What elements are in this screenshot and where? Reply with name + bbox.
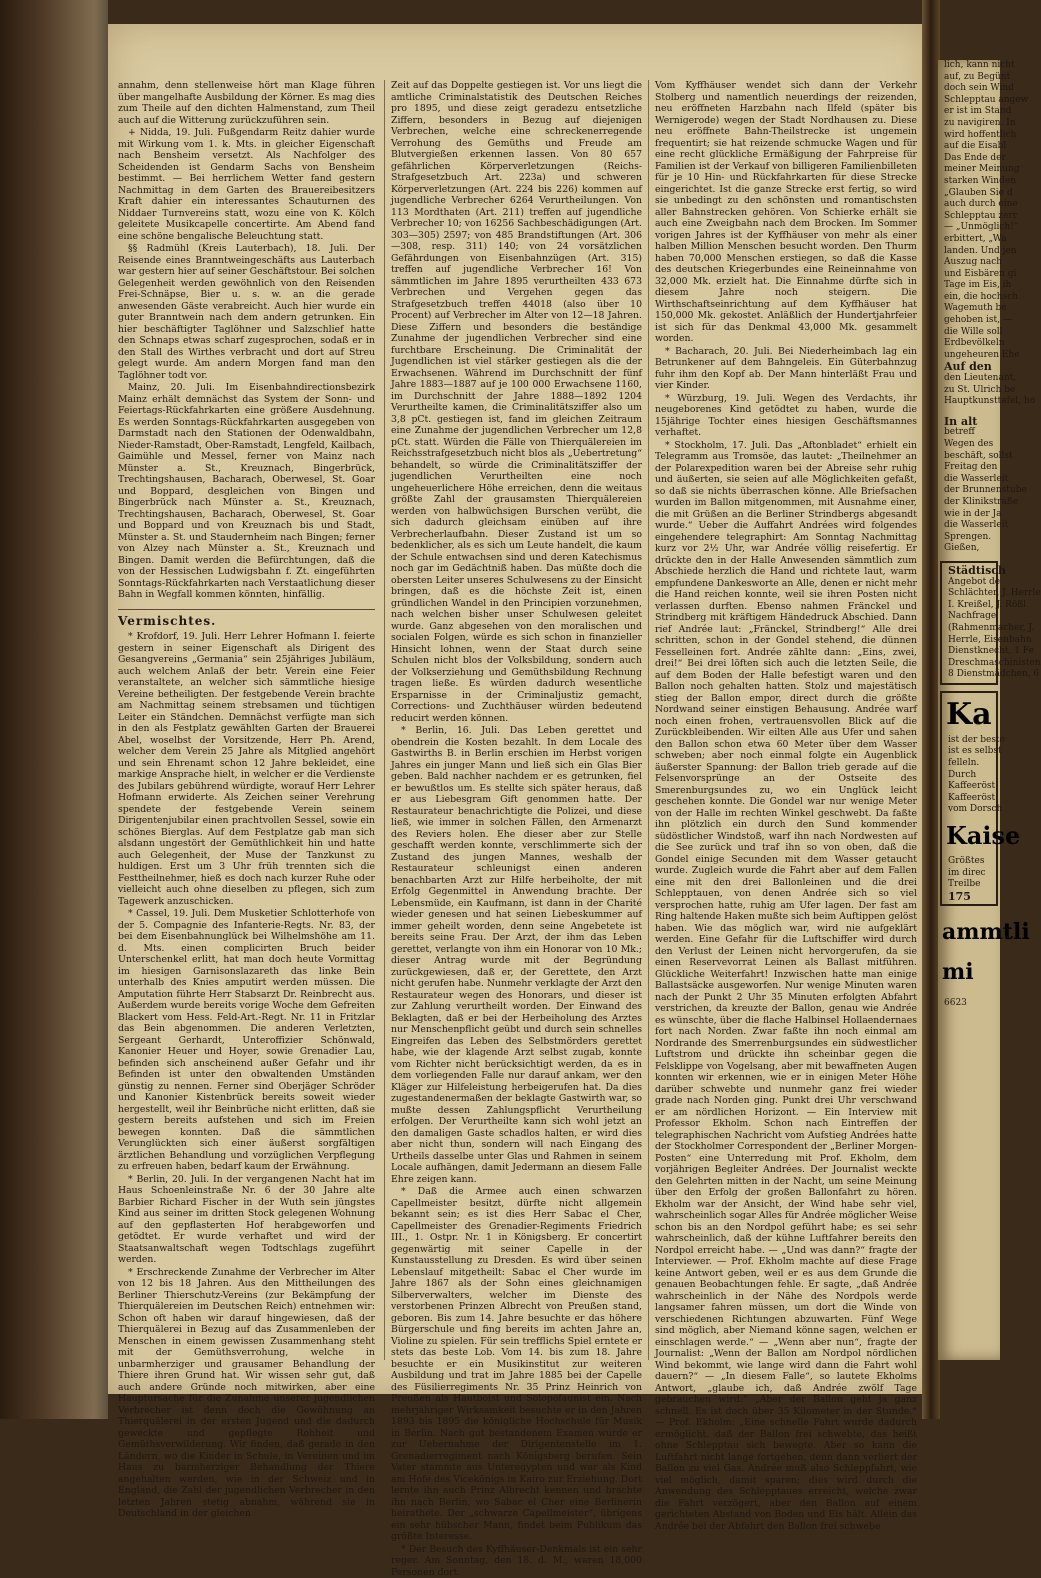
next-page-line: Sprengen.: [938, 532, 1000, 544]
article-paragraph: Zeit auf das Doppelte gestiegen ist. Vor uns liegt die amtliche Criminalstatistik des Deutschen Reiches pro 1895, und diese zeigt geradezu entsetzliche Ziffern, besonders in Bezug auf diejenigen Verbrechen, welche eine schreckenerregende Verrohung des Gemüths und Freude am Blutvergießen erkennen lassen. Von 80 657 gefährlichen Körperverletzungen (Reichs-Strafgesetzbuch Art. 223a) und schweren Körperverletzungen (Art. 224 bis 226) kommen auf jugendliche Verbrecher 6264 Verurtheilungen. Von 113 Mordthaten (Art. 211) treffen auf jugendliche Verbrecher 10; von 16256 Sachbeschädigungen (Art. 303—305) 2597; von 485 Brandstiftungen (Art. 306—308, resp. 311) 140; von 24 vorsätzlichen Gefährdungen von Eisenbahnzügen (Art. 315) treffen auf jugendliche Verbrecher 16! Von sämmtlichen im Jahre 1895 verurtheilten 433 673 Verbrechen und Vergehen gegen das Strafgesetzbuch treffen 44018 (also über 10 Procent) auf Verbrecher im Alter von 12—18 Jahren. Diese Ziffern und besonders die beständige Zunahme der jugendlichen Verbrecher sind eine furchtbare Erscheinung. Die Criminalität der Jugendlichen ist viel stärker gestiegen als die der Erwachsenen. Während im Durchschnitt der fünf Jahre 1883—1887 auf je 100 000 Erwachsene 1160, im Durchschnitt der Jahre 1888—1892 1204 Verurtheilte kamen, die Criminalitätsziffer also um 3,8 pCt. gestiegen ist, fand im gleichen Zeitraum eine Zunahme der jugendlichen Verbrecher um 12,8 pCt. statt. Würden die Fälle von Thierquälereien im Reichsstrafgesetzbuch nicht blos als „Uebertretung“ behandelt, so würde die Criminalitätsziffer der jugendlichen Verurtheilten eine noch ungeheuerlichere Höhe erreichen, denn die weitaus größte Zahl der grausamsten Thierquälereien werden von halbwüchsigen Burschen verübt, die sich dadurch gleichsam einüben auf ihre Verbrecherlaufbahn. Dieser Zustand ist um so bedenklicher, als es sich um Leute handelt, die kaum der Schule entwachsen sind und deren Katechismus noch gar im Gedächtniß haben. Das müßte doch die obersten Leiter unseres Schulwesens zu der Einsicht bringen, daß es die höchste Zeit ist, einen gründlichen Wandel in den Principien vorzunehmen, nach welchen bisher unser Schulwesen geleitet wurde. Ganz abgesehen von den moralischen und socialen Folgen, würde es sich schon in finanzieller Hinsicht lohnen, wenn der Staat durch seine Schulen nicht blos der Volksbildung, sondern auch der Volkserziehung und Gemüthsbildung Rechnung tragen ließe. Es würden dadurch wesentliche Ersparnisse in der Criminaljustiz gemacht, Corrections- und Zuchthäuser würden bedeutend reducirt werden können.: [391, 80, 642, 724]
next-page-line: ein, die hochsch: [938, 292, 1000, 304]
article-stockholm: * Stockholm, 17. Juli. Das „Aftonbladet“ erhielt ein Telegramm aus Tromsöe, das lautet: „Theilnehmer an der Polarexpedition waren bei der Abreise sehr ruhig und äußerten, sie seien auf alle Möglichkeiten gefaßt, so daß sie nichts überraschen könne. Alle Briefsachen wurden im Ballon mitgenommen, mit Ausnahme einer, die mit Grüßen an die Berliner Strindbergs abgesandt wurde.“ Ueber die Auffahrt Andrées wird folgendes eingehendere telegraphirt: Am Sonntag Nachmittag kurz vor 2½ Uhr, war Andrée völlig reisefertig. Er drückte den in der Halle Anwesenden sämmtlich zum Abschiede herzlich die Hand und richtete laut, warm empfundene Dankesworte an Alle, denen er nicht mehr die Hand reichen konnte, weil sie ihren Posten nicht verlassen durften. Ebenso nahmen Fränckel und Strindberg mit kräftigem Händedruck Abschied. Dann rief Andrée laut: „Fränckel, Strindberg!“ Alle drei schritten, schon in der Gondel stehend, die dünnen Fesselleinen fort. Andrée zählte dann: „Eins, zwei, drei!“ Bei drei löften sich auch die letzten Seile, die auf dem Boden der Halle befestigt waren und den Ballon noch gehalten hatten. Stolz und majestätisch stieg der Ballon empor, direct durch die größte Nordwand seiner einstigen Behausung. Andrée warf noch einen frohen, vertrauensvollen Blick auf die Zurückbleibenden. Wir eilten Alle aus Ufer und sahen den Ballon schon etwa 60 Meter über dem Wasser schweben; aber noch einmal folgte ein Augenblick äußerster Spannung: der Ballon trieb gerade auf die Felsenvorsprünge an der Ostseite des Smerenburgsundes zu, wo ein Unglück leicht geschehen konnte. Die Gondel war nur wenige Meter von der Halle im rechten Winkel geschwebt. Da faßte ihn plötzlich ein durch den Sund kommender südöstlicher Windstoß, warf ihn nach Nordwesten auf die See zurück und traf ihn so von oben, daß die Gondel einige Secunden mit dem Wasser getaucht wurde. Zugleich wurde die Fahrt aber auf dem Fallen eine mit den drei Ballonleinen und die drei Schlepptauen, von denen Andrée sich so viel versprochen hatte, ruhig am Ufer lagen. Der fast am Ring haltende Haken mußte sich beim Auftippen gelöst haben. Wie das möglich war, wird nie aufgeklärt werden. Eine Gefahr für die Luftschiffer wird durch den Verlust der Leinen nicht hervorgerufen, da sie einen Reservevorrat Leinen als Ballast mitführen. Glückliche Weiterfahrt! Inzwischen hatte man einige Ballastsäcke ausgeworfen. Nur wenige Minuten waren nach der Punkt 2 Uhr 35 Minuten erfolgten Abfahrt verstrichen, da kreuzte der Ballon, genau wie Andrée es wünschte, über die flache Halbinsel Hollaendernaes fort nach Norden. Zwar faßte ihn noch einmal am Nordrande des Smerrenburgsundes ein südwestlicher Luftstrom und drückte ihn scheinbar gegen die Felsklippe von Vogelsang, aber mit bewaffneten Augen konnten wir erkennen, wie er in einigen Meter Höhe darüber schwebte und nunmehr ganz frei wieder grade nach Norden ging. Punkt drei Uhr verschwand er am nördlichen Horizont. — Ein Interview mit Professor Ekholm. Schon nach Eintreffen der telegraphischen Nachricht vom Aufstieg Andrées hatte der Stockholmer Correspondent der „Berliner Morgen-Posten“ eine Unterredung mit Prof. Ekholm, dem vorjährigen Begleiter Andrées. Der Journalist weckte den Gelehrten mitten in der Nacht, um seine Meinung über den Erfolg der großen Ballonfahrt zu hören. Ekholm war der Ansicht, der Wind habe sehr viel, wahrscheinlich sogar Alles für Andrée möglicher Weise schon bis an den Nordpol geführt habe; es sei sehr wahrscheinlich, daß der kühne Luftfahrer bereits den Nordpol erreicht habe. — „Und was dann?“ fragte der Interviewer. — Prof. Ekholm machte auf diese Frage keine Antwort geben, weil er es aus dem Grunde die genauen Beobachtungen fehle. Er sagte, „daß Andrée wahrscheinlich in der Nähe des Nordpols werde langsamer fahren müssen, um dort die Winde von verschiedenen Richtungen abzuwarten. Fünf Wege sind möglich, aber Niemand könne sagen, welchen er einschlagen werde.“ — „Wenn aber nun“, fragte der Journalist: „Wenn der Ballon am Nordpol nördlichen Wind bekommt, wie lange wird dann die Fahrt wohl dauern?“ — „In diesem Falle“, so lautete Ekholms Antwort, „glaube ich, daß Andrée zwölf Tage gebrauchen wird.“ „Aber der Ballon geht ja ganz schnell. Es ist doch über 35 Kilometer in der Stunde.“ — Prof. Ekholm: „Eine schnelle Fahrt wurde dadurch ermöglicht, daß der Ballon frei schwebte, das heißt ohne Schlepptau sich bewegte. Aber so kann die Luftfahrt nicht lange fortgehen, denn dann verliert der Ballon zu viel Gas. Andrée muß also Schleppfahrt, wie viel möglich, damit sparen; dies wird durch die Anwendung des Schlepptaues erreicht, welche zwar die Fahrt verzögert, aber den Ballon auf einem gerichteten Abstand von Boden und Eis hält. Allein das Andrée bei der Abfahrt den Ballon frei schwebe: [655, 440, 917, 1533]
next-page-line: Schlepptau angew: [938, 95, 1000, 107]
next-page-line: I. Kreißel, J. Rößl: [942, 600, 996, 612]
next-page-edge: [938, 60, 1000, 1360]
next-page-line: Herrle, Eisenbahn: [942, 635, 996, 647]
article-cassel: * Cassel, 19. Juli. Dem Musketier Schlotterhofe von der 5. Compagnie des Infanterie-Regts. Nr. 83, der bei dem Eisenbahnunglück bei Wilhelmshöhe am 11. d. Mts. einen complicirten Bruch beider Unterschenkel erlitt, hat man doch heute Vormittag im hiesigen Garnisonslazareth das linke Bein unterhalb des Knies amputirt werden müssen. Die Amputation führte Herr Stabsarzt Dr. Reinbrecht aus. Außerdem wurde bereits vorige Woche dem Gefreiten Blackert vom Hess. Feld-Art.-Regt. Nr. 11 in Fritzlar das Bein abgenommen. Die anderen Verletzten, Sergeant Gerhardt, Unteroffizier Schönwald, Kanonier Heuer und Hoyer, sowie Grenadier Lau, befinden sich anscheinend außer Gefahr und ihr Befinden ist unter den obwaltenden Umständen günstig zu nennen. Ferner sind Oberjäger Schröder und Kanonier Kistenbrück bereits soweit wieder hergestellt, weil ihr Beinbrüche nicht erlitten, daß sie gestern bereits aufstehen und sich im Freien bewegen konnten. Daß die sämmtlichen Verunglückten sich einer äußerst sorgfältigen ärztlichen Behandlung und vorzüglichen Verpflegung zu erfreuen haben, bedarf kaum der Erwähnung.: [118, 908, 375, 1173]
next-page-text-mid: [938, 373, 1000, 408]
next-page-line: ist der beste: [942, 735, 996, 747]
article-berlin-16: * Berlin, 16. Juli. Das Leben gerettet und obendrein die Kosten bezahlt. In dem Locale des Gastwirths B. in Berlin erschien im Herbst vorigen Jahres ein junger Mann und ließ sich ein Glas Bier geben. Bald nachher nachdem er es getrunken, fiel er bewußtlos um. Es stellte sich später heraus, daß er aus Liebesgram Gift genommen hatte. Der Restaurateur benachrichtigte die Polizei, und diese ließ, wie immer in solchen Fällen, den Armenarzt des Reviers holen. Ehe dieser aber zur Stelle geschafft werden konnte, verschlimmerte sich der Zustand des jungen Mannes, weshalb der Restaurateur schleunigst einen anderen benachbarten Arzt zur Hilfe herbeiholte, der mit Erfolg Gegenmittel in Anwendung brachte. Der Lebensmüde, ein Kaufmann, ist dann in der Charité wieder genesen und hat seinen Liebeskummer auf immer geheilt worden, denn seine Angebetete ist bereits seine Frau. Der Arzt, der ihm das Leben gerettet, verlangte von ihm ein Honorar von 10 Mk.; dieser Antrag wurde mit der Begründung zurückgewiesen, daß er, der Gerettete, den Arzt nicht gerufen habe. Nunmehr verklagte der Arzt den Restaurateur wegen des Honorars, und dieser ist zur Zahlung verurtheilt worden. Der Einwand des Beklagten, daß er bei der Herbeiholung des Arztes nur Menschenpflicht geübt und durch sein schnelles Eingreifen das Leben des Selbstmörders gerettet habe, wie der klagende Arzt selbst zugab, konnte vom Richter nicht berücksichtigt werden, da es in dem vorliegenden Falle nur darauf ankam, wer den Kläger zur Hilfeleistung herbeigerufen hat. Da dies zugestandenermaßen der beklagte Gastwirth war, so mußte dessen Zahlungspflicht Verurtheilung erfolgen. Der Verurtheilte kann sich wohl jetzt an den damaligen Gaste schadlos halten, er wird dies aber nicht thun, sondern will nach Eingang des Urtheils dasselbe unter Glas und Rahmen in seinem Locale aufhängen, damit Jedermann an diesem Falle Ehre zeigen kann.: [391, 725, 642, 1185]
next-page-line: vom Dorsch: [942, 804, 996, 816]
next-page-line: Größtes: [942, 856, 996, 868]
book-binding-left: [0, 0, 108, 1419]
next-page-section: Auf den: [938, 361, 1000, 373]
next-page-line: meiner Meinung: [938, 164, 1000, 176]
next-page-ad-box: [940, 561, 998, 685]
article-bacharach: * Bacharach, 20. Juli. Bei Niederheimbach lag ein Betrunkener auf dem Bahngeleis. Ein Güterbahnzug fuhr ihm den Kopf ab. Der Mann hinterläßt Frau und vier Kinder.: [655, 346, 917, 392]
article-berlin-20: * Berlin, 20. Juli. In der vergangenen Nacht hat im Haus Schoenleinstraße Nr. 6 der 30 Jahre alte Barbier Richard Fischer in der Wuth sein jüngstes Kind aus seiner im dritten Stock gelegenen Wohnung auf den gepflasterten Hof herabgeworfen und getödtet. Er wurde verhaftet und wird der Staatsanwaltschaft wegen Todtschlags zugeführt werden.: [118, 1174, 375, 1266]
next-page-line: Kaffeeröst: [942, 781, 996, 793]
next-page-line: erbittert, „Wa: [938, 234, 1000, 246]
article-paragraph: annahm, denn stellenweise hört man Klage führen über mangelhafte Ausbildung der Körner. Es mag dies zum Theile auf den dichten Halmenstand, zum Theil auch auf die Witterung zurückzuführen sein.: [118, 80, 375, 126]
next-page-line: Wegen des: [938, 439, 1000, 451]
next-page-line: (Rahmenmacher, J.: [942, 623, 996, 635]
next-page-line: wird hoffentlich: [938, 130, 1000, 142]
next-page-line: Gießen,: [938, 543, 1000, 555]
next-page-line: Treilbe: [942, 879, 996, 891]
next-page-line: die Wasserleit: [938, 520, 1000, 532]
next-page-line: landen. Und jen: [938, 246, 1000, 258]
next-page-line: wie in der Ja: [938, 509, 1000, 521]
next-page-ad-big-4: mi: [938, 952, 1000, 992]
article-nidda: + Nidda, 19. Juli. Fußgendarm Reitz dahier wurde mit Wirkung vom 1. k. Mts. in gleicher Eigenschaft nach Bensheim versetzt. Als Nachfolger des Scheidenden ist Gendarm Sachs von Bensheim bestimmt. — Bei herrlichem Wetter fand gestern Nachmittag in dem Garten des Brauereibesitzers Kraft dahier ein interessantes Schauturnen des Niddaer Turnvereins statt, wozu eine von K. Kölch geleitete Musikcapelle concertirte. Am Abend fand eine schöne bengalische Beleuchtung statt.: [118, 127, 375, 242]
next-page-notice-head: In alt: [938, 416, 1000, 428]
next-page-line: ungeheuren Ehe: [938, 350, 1000, 362]
next-page-footnote: 6623: [938, 998, 1000, 1010]
article-verbrecher: * Erschreckende Zunahme der Verbrecher im Alter von 12 bis 18 Jahren. Aus den Mittheilungen des Berliner Thierschutz-Vereins (zur Bekämpfung der Thierquälereien im Deutschen Reich) entnehmen wir: Schon oft haben wir darauf hingewiesen, daß der Thierquälerei in Bezug auf das Zusammenleben der Menschen in einem gewissen Zusammenhang steht mit der Gemüthsverrohung, welche in unbarmherziger und grausamer Behandlung der Thiere ihren Grund hat. Wir wissen sehr gut, daß auch andere Gründe noch mitwirken, aber eine Hauptursache für die Zunahme unserer jugendlichen Verbrecher ist denn doch die Gewöhnung an Thierquälerei in der ersten Jugend und die dadurch geweckte und gepflegte Rohheit und Gemüthsverwilderung. Wir finden, daß gerade in den Ländern, wo die Kinder in Schule, in Vereinen und im Haus zu barmherziger Behandlung der Thiere angehalten werden, wie in der Schweiz und in England, die Zahl der jugendlichen Verbrecher in den letzten Jahren stetig abnahm, während sie in Deutschland in der gleichen: [118, 1267, 375, 1520]
next-page-line: Freitag den: [938, 462, 1000, 474]
next-page-ad-big-2: Kaise: [942, 816, 996, 856]
next-page-line: der Klinikstraße: [938, 497, 1000, 509]
next-page-ad-text: [942, 577, 996, 681]
next-page-line: Durch: [942, 770, 996, 782]
next-page-line: Wagemuth be: [938, 303, 1000, 315]
next-page-line: zu St. Ulrich be: [938, 385, 1000, 397]
next-page-line: gehoben ist, —: [938, 315, 1000, 327]
next-page-ad-text: [942, 735, 996, 770]
next-page-line: Schlepptau zerr: [938, 211, 1000, 223]
column-3: [648, 80, 917, 1360]
next-page-line: Das Ende der: [938, 153, 1000, 165]
next-page-line: Angebot de: [942, 577, 996, 589]
next-page-line: betreff: [938, 427, 1000, 439]
next-page-line: 8 Dienstmädchen, 6: [942, 669, 996, 681]
next-page-line: — „Unmöglich!“: [938, 222, 1000, 234]
next-page-ad-head: Städtisch: [942, 565, 996, 577]
next-page-line: und Eisbären gi: [938, 269, 1000, 281]
next-page-line: die Wasserleit: [938, 474, 1000, 486]
next-page-line: Tage im Eis, ih: [938, 280, 1000, 292]
next-page-line: auf die Eisabl: [938, 141, 1000, 153]
article-mainz: Mainz, 20. Juli. Im Eisenbahndirectionsbezirk Mainz erhält demnächst das System der Sonn- und Feiertags-Rückfahrkarten eine größere Ausdehnung. Es werden Sonntags-Rückfahrkarten ausgegeben von Darmstadt nach den Stationen der Odenwaldbahn, Nieder-Ramstadt, Ober-Ramstadt, Lengfeld, Kailbach, Gaimühle und Messel, ferner von Mainz nach Münster a. St., Kreuznach, Bingerbrück, Trechtingshausen, Bacharach, Oberwesel, St. Goar und Boppard, desgleichen von Bingen und Bingerbrück nach Münster a. St., Kreuznach, Trechtingshausen, Bacharach, Oberwesel, St. Goar und Boppard und von Kreuznach bis und Stadt, Münster a. St. und Staudernheim nach Bingen; ferner von Alzey nach Münster a. St., Kreuznach und Bingen. Damit werden die Befürchtungen, daß die von der Hessischen Ludwigsbahn f. Zt. eingeführten Sonntags-Rückfahrkarten nach Verstaatlichung dieser Bahn in Wegfall kommen könnten, hinfällig.: [118, 382, 375, 601]
next-page-text-top: [938, 60, 1000, 361]
next-page-line: beschäft, sollst: [938, 451, 1000, 463]
article-paragraph: Vom Kyffhäuser wendet sich dann der Verkehr Stolberg und namentlich neuerdings der reizenden, neu eröffneten Harzbahn nach Ilfeld (später bis Wernigerode) wegen der Stadt Nordhausen zu. Diese neu eröffnete Bahn-Theilstrecke ist ungemein frequentirt; sie hat reizende schmucke Wagen und für eine recht glückliche Ermäßigung der Fahrpreise für Familien ist der Verkauf von billigeren Familienbilleten für je 10 Hin- und Rückfahrkarten für diese Strecke eingerichtet. Ist die ganze Strecke erst fertig, so wird sie unbedingt zu den schönsten und romantischsten aller Bahnstrecken gehören. Von Schierke erhält sie auch eine Zweigbahn nach dem Brocken. Im Sommer vorigen Jahres ist der Kyffhäuser von mehr als einer halben Million Menschen besucht worden. Den Thurm haben 70,000 Menschen erstiegen, so daß die Kasse des deutschen Kriegerbundes eine Reineinnahme von 32,000 Mk. erzielt hat. Die Einnahme dürfte sich in diesem Jahre noch steigern. Die Wirthschaftseinrichtung auf dem Kyffhäuser hat 150,000 Mk. gekostet. Anläßlich der Hundertjahrfeier ist sich für das Denkmal 43,000 Mk. gesammelt worden.: [655, 80, 917, 345]
next-page-line: lich, kann nicht: [938, 60, 1000, 72]
next-page-line: zu navigiren. In: [938, 118, 1000, 130]
column-1: [118, 80, 375, 1360]
section-title: Vermischtes.: [118, 616, 375, 628]
article-krofdorf: * Krofdorf, 19. Juli. Herr Lehrer Hofmann I. feierte gestern in seiner Eigenschaft als Dirigent des Gesangvereins „Germania“ sein 25jähriges Jubiläum, auch welchem Anlaß der betr. Verein eine Feier veranstaltete, an welcher sich sämmtliche hiesige Vereine betheiligten. Der festgebende Verein brachte am Nachmittag seinem strebsamen und tüchtigen Leiter ein Ständchen. Demnächst verfügte man sich in den als Festplatz gewählten Garten der Brauerei Abel, woselbst der Vorsitzende, Herr Ph. Arend, welcher dem Verein 25 Jahre als Mitglied angehört und sein Ehrenamt schon 12 Jahre bekleidet, eine markige Ansprache hielt, in welcher er die Verdienste des Jubilars gebührend würdigte, worauf Herr Lehrer Hofmann erwiderte. Als Zeichen seiner Verehrung spendete der festgebende Verein seinem Dirigentenjubilar einen prachtvollen Sessel, sowie ein schönes Bierglas. Auf dem Festplatze gab man sich alsdann ungestört der Gemüthlichkeit hin und hatte auch Gelegenheit, der Muse der Tanzkunst zu huldigen. Erst um 3 Uhr früh trennten sich die Festtheilnehmer, hieß es doch nach kurzer Ruhe oder vielleicht auch ohne dieselben zu pflegen, sich zum Tagewerk anzuschicken.: [118, 631, 375, 907]
next-page-line: starken Winden: [938, 176, 1000, 188]
next-page-line: im direc: [942, 868, 996, 880]
next-page-line: ist es selbst: [942, 746, 996, 758]
article-capellmeister: * Daß die Armee auch einen schwarzen Capellmeister besitzt, dürfte nicht allgemein bekannt sein; es ist dies Herr Sabac el Cher, Capellmeister des Grenadier-Regiments Friedrich III., 1. Ostpr. Nr. 1 in Königsberg. Er concertirt gegenwärtig mit seiner Capelle in der Kunstausstellung zu Dresden. Es wird über seinen Lebenslauf mitgetheilt: Sabac el Cher wurde im Jahre 1867 als der Sohn eines gleichnamigen Silberverwalters, welcher im Dienste des verstorbenen Prinzen Albrecht von Preußen stand, geboren. Bis zum 14. Jahre besuchte er das höhere Bürgerschule und fing bereits im achten Jahre an, Violine zu spielen. Für sein trefflichs Spiel erntete er stets das beste Lob. Vom 14. bis zum 18. Jahre besuchte er ein Musikinstitut zur weiteren Ausbildung und trat im Jahre 1885 bei der Capelle des Füsilierregiments Nr. 35 Prinz Heinrich von Preußen als Hautboist und Solopofaunist ein. Nach mehrjähriger Wirksamkeit besuchte er in den Jahren 1893 bis 1895 die königliche Hochschule für Musik in Berlin. Nach gut bestandenem Examen wurde er zur Uebernahme der Dirigentenstelle im 1. Grenadierregiment nach Königsberg berufen. Sein Vater stammte aus Unteregypten und war als Kind am Hofe des Vicekönigs in Kairo zur Erziehung. Dort lernte ihn auch Prinz Albrecht kennen und brachte ihn nach Berlin, wo Sabac el Cher eine Berlinerin heirathete. Der „schwarze Capellmeister“, übrigens ein sehr hübscher Mann, findet beim Publikum das größte Interesse.: [391, 1186, 642, 1543]
next-page-line: doch sein Wind: [938, 83, 1000, 95]
next-page-ad-big: Ka: [942, 695, 996, 735]
next-page-ad-box-2: [940, 691, 998, 907]
article-wuerzburg: * Würzburg, 19. Juli. Wegen des Verdachts, ihr neugeborenes Kind getödtet zu haben, wurde die 15jährige Tochter eines hiesigen Geschäftsmannes verhaftet.: [655, 393, 917, 439]
next-page-line: felleln.: [942, 758, 996, 770]
next-page-line: auf, zu Begünt: [938, 72, 1000, 84]
article-kyffhaeuser: * Der Besuch des Kyffhäuser-Denkmals ist ein sehr reger. Am Sonntag, den 18. d. M., waren 18,000 Personen dort.: [391, 1544, 642, 1578]
next-page-line: den Lieutenant,: [938, 373, 1000, 385]
next-page-line: Auszug nach: [938, 257, 1000, 269]
next-page-line: auch durch eine: [938, 199, 1000, 211]
next-page-line: Kaffeeröst: [942, 793, 996, 805]
next-page-line: „Glauben Sie d: [938, 188, 1000, 200]
next-page-line: er ist im Stand: [938, 106, 1000, 118]
next-page-line: Schlächter, J. Herrle: [942, 588, 996, 600]
next-page-line: Dienstknecht, 1 Fe: [942, 646, 996, 658]
next-page-number: 175: [942, 891, 996, 903]
column-2: [384, 80, 642, 1360]
next-page-line: die Wille soll: [938, 327, 1000, 339]
next-page-ad-text-3: [942, 856, 996, 891]
next-page-line: Nachfrage: [942, 611, 996, 623]
next-page-line: Erdbevölkeln: [938, 338, 1000, 350]
next-page-line: Hauptkunsttafel, ho: [938, 396, 1000, 408]
article-radmuehl: §§ Radmühl (Kreis Lauterbach), 18. Juli. Der Reisende eines Branntweingeschäfts aus Lauterbach war gestern hier auf seiner Geschäftstour. Bei solchen Gelegenheit werden gewöhnlich von den Reisenden Frei-Schnäpse, Bier u. s. w. an die gerade anwesenden Gäste verabreicht. Auch hier wurde ein guter Branntwein nach dem andern getrunken. Ein hier beschäftigter Taglöhner und Salzschlief hatte den Schnaps etwas scharf zugesprochen, sodaß er in den Stall des Wirthes verbracht und dort auf Streu gelegt wurde. Am andern Morgen fand man den Taglöhner todt vor.: [118, 243, 375, 381]
next-page-line: der Brunnenstube: [938, 485, 1000, 497]
next-page-ad-big-3: ammtli: [938, 912, 1000, 952]
section-divider: [118, 609, 375, 610]
next-page-line: Dreschmaschinisten: [942, 658, 996, 670]
next-page-ad-small: [942, 770, 996, 816]
next-page-notice: [938, 427, 1000, 555]
